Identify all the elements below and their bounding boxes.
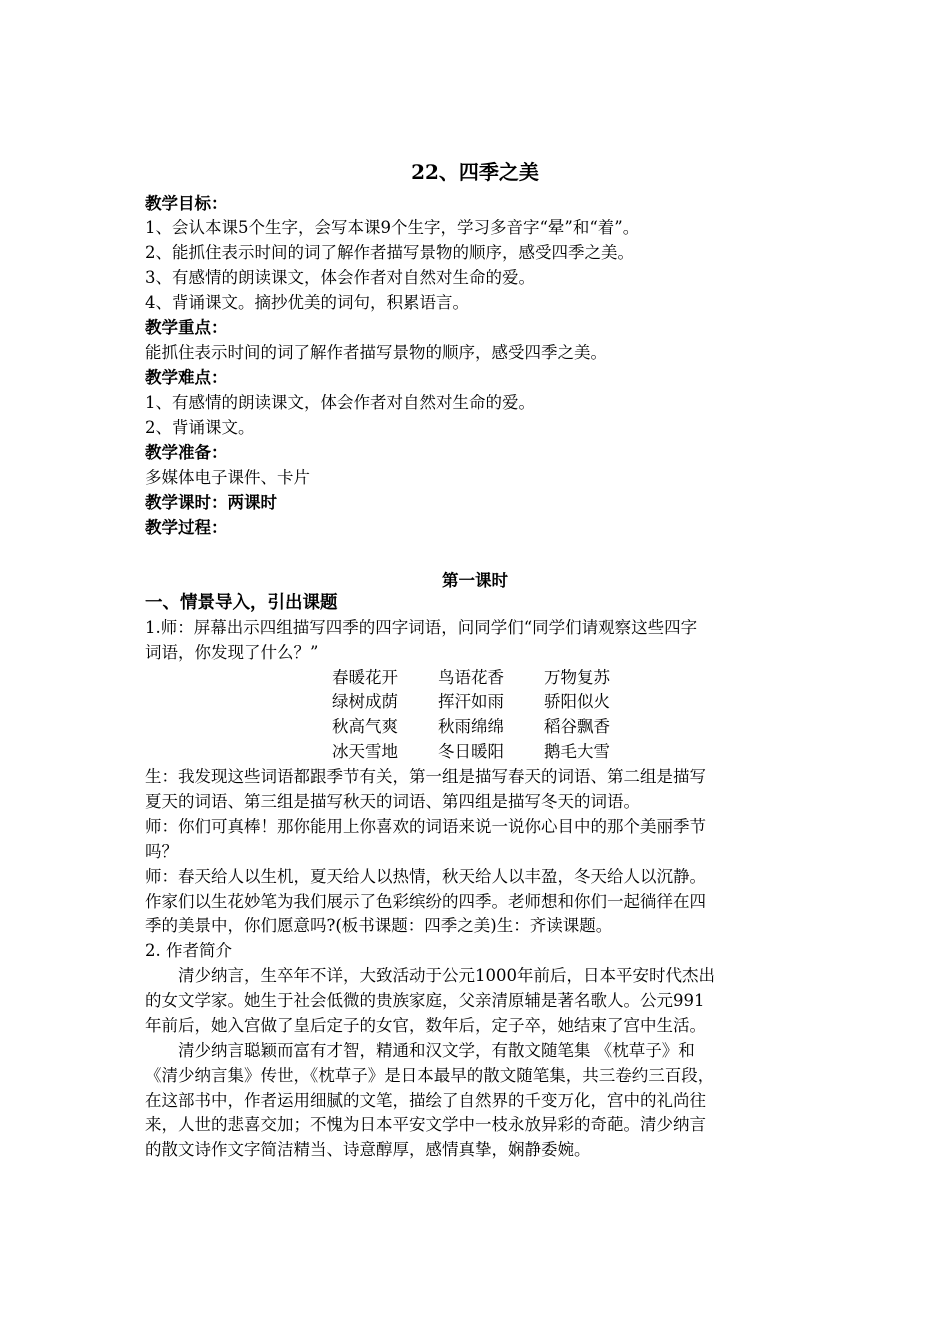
prep-heading: 教学准备： [145, 443, 228, 462]
word-row [332, 667, 650, 689]
difficulty-heading: 教学难点： [145, 368, 228, 387]
bio-line: 《清少纳言集》传世，《枕草子》是日本最早的散文随笔集，共三卷约三百段， [145, 1066, 715, 1085]
dialogue-line: 季的美景中，你们愿意吗?(板书课题：四季之美)生：齐读课题。 [145, 916, 613, 935]
word: 鹅毛大雪 [544, 742, 610, 761]
bio-line: 清少纳言聪颖而富有才智，精通和汉文学，有散文随笔集 《枕草子》和 [145, 1041, 695, 1060]
prep-text: 多媒体电子课件、卡片 [145, 468, 310, 487]
process-heading: 教学过程： [145, 518, 228, 537]
bio-line: 来，人世的悲喜交加；不愧为日本平安文学中一枝永放异彩的奇葩。清少纳言 [145, 1115, 706, 1134]
section-heading: 一、情景导入，引出课题 [145, 593, 338, 613]
difficulty-item: 2、背诵课文。 [145, 418, 255, 437]
bio-line: 的女文学家。她生于社会低微的贵族家庭，父亲清原辅是著名歌人。公元991 [145, 991, 705, 1010]
goals-heading: 教学目标： [145, 194, 228, 213]
word: 绿树成荫 [332, 692, 398, 711]
goal-item: 4、背诵课文。摘抄优美的词句，积累语言。 [145, 293, 469, 312]
dialogue-line: 夏天的词语、第三组是描写秋天的词语、第四组是描写冬天的词语。 [145, 792, 640, 811]
goal-item: 2、能抓住表示时间的词了解作者描写景物的顺序，感受四季之美。 [145, 243, 634, 262]
word-row [332, 741, 650, 763]
word: 秋雨绵绵 [438, 717, 504, 736]
dialogue-line: 吗？ [145, 842, 178, 861]
word: 秋高气爽 [332, 717, 398, 736]
bio-line: 清少纳言，生卒年不详，大致活动于公元1000年前后，日本平安时代杰出 [145, 966, 715, 985]
dialogue-line: 生：我发现这些词语都跟季节有关，第一组是描写春天的词语、第二组是描写 [145, 767, 706, 786]
word: 挥汗如雨 [438, 692, 504, 711]
key-heading: 教学重点： [145, 318, 228, 337]
key-text: 能抓住表示时间的词了解作者描写景物的顺序，感受四季之美。 [145, 343, 607, 362]
goal-item: 3、有感情的朗读课文，体会作者对自然对生命的爱。 [145, 268, 535, 287]
word: 鸟语花香 [438, 668, 504, 687]
word: 稻谷飘香 [544, 717, 610, 736]
difficulty-item: 1、有感情的朗读课文，体会作者对自然对生命的爱。 [145, 393, 535, 412]
lesson-heading: 第一课时 [442, 571, 508, 590]
word: 万物复苏 [544, 668, 610, 687]
bio-line: 的散文诗作文字简洁精当、诗意醇厚，感情真挚，娴静委婉。 [145, 1140, 591, 1159]
bio-line: 年前后，她入宫做了皇后定子的女官，数年后，定子卒，她结束了宫中生活。 [145, 1016, 706, 1035]
word-row [332, 716, 650, 738]
step-line: 1.师：屏幕出示四组描写四季的四字词语，问同学们“同学们请观察这些四字 [145, 618, 698, 637]
word: 骄阳似火 [544, 692, 610, 711]
word: 春暖花开 [332, 668, 398, 687]
step-line: 词语，你发现了什么？” [145, 643, 319, 662]
bio-line: 在这部书中，作者运用细腻的文笔，描绘了自然界的千变万化，宫中的礼尚往 [145, 1091, 706, 1110]
hours-text: 教学课时：两课时 [145, 493, 277, 512]
dialogue-line: 作家们以生花妙笔为我们展示了色彩缤纷的四季。老师想和你们一起徜徉在四 [145, 892, 706, 911]
dialogue-line: 师：春天给人以生机，夏天给人以热情，秋天给人以丰盈，冬天给人以沉静。 [145, 867, 706, 886]
dialogue-line: 师：你们可真棒！那你能用上你喜欢的词语来说一说你心目中的那个美丽季节 [145, 817, 706, 836]
page-title: 22、四季之美 [411, 160, 539, 184]
word: 冬日暖阳 [438, 742, 504, 761]
word-row [332, 691, 650, 713]
goal-item: 1、会认本课5个生字，会写本课9个生字，学习多音字“晕”和“着”。 [145, 218, 640, 237]
word: 冰天雪地 [332, 742, 398, 761]
subsection-heading: 2. 作者简介 [145, 941, 232, 960]
